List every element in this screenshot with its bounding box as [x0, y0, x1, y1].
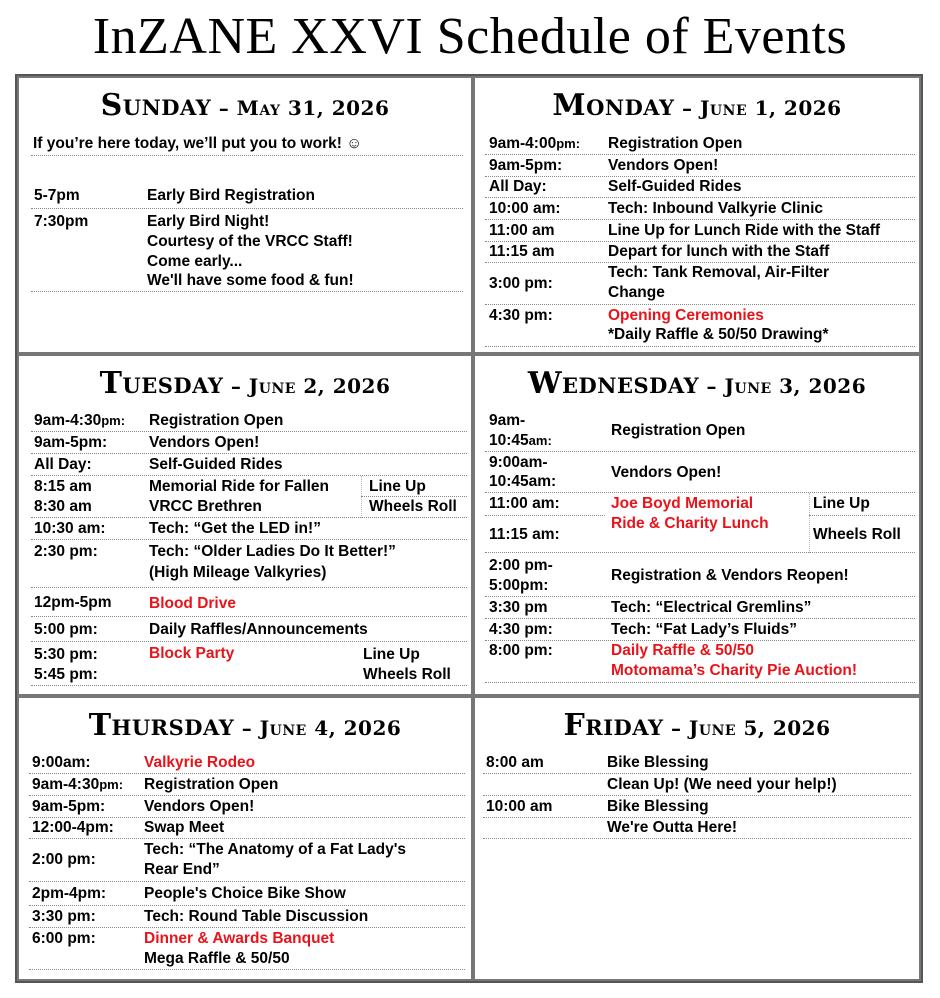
row-event: Swap Meet	[144, 819, 225, 836]
row-event: Tech: “Get the LED in!”	[149, 520, 321, 537]
schedule-row	[485, 453, 915, 493]
schedule-row	[483, 774, 911, 796]
row-event: Memorial Ride for Fallen	[149, 478, 330, 495]
row-time: 11:00 am:	[489, 495, 560, 512]
schedule-row	[485, 263, 915, 305]
schedule-row	[483, 818, 911, 839]
tuesday-heading	[19, 366, 471, 401]
row-event: Change	[608, 284, 665, 301]
row-event: (High Mileage Valkyries)	[149, 564, 327, 581]
row-event: Come early...	[147, 253, 243, 270]
row-event: We're Outta Here!	[607, 819, 738, 836]
wednesday-panel	[473, 354, 921, 696]
row-time: 11:15 am	[489, 243, 555, 260]
row-time: 5:45 pm:	[34, 666, 98, 683]
schedule-row	[485, 242, 915, 263]
row-time: 4:30 pm:	[489, 307, 553, 324]
schedule-row	[31, 644, 467, 686]
row-time: 8:30 am	[34, 498, 92, 515]
thursday-heading	[19, 708, 471, 743]
row-time: 9:00am:	[32, 754, 91, 771]
row-event: Rear End”	[144, 861, 220, 878]
schedule-row	[29, 928, 465, 970]
row-time: 10:45	[489, 432, 529, 449]
row-event: Early Bird Night!	[147, 213, 270, 230]
row-time: 10:30 am:	[34, 520, 106, 537]
row-event: Registration Open	[149, 412, 284, 429]
row-subnote: Wheels Roll	[369, 498, 457, 515]
schedule-row	[485, 305, 915, 347]
row-time: 3:30 pm:	[32, 908, 96, 925]
row-event: Daily Raffles/Announcements	[149, 621, 368, 638]
row-time: 11:00 am	[489, 222, 555, 239]
row-subnote: Wheels Roll	[363, 666, 451, 683]
schedule-row	[31, 518, 467, 540]
day-date: – June 1, 2026	[674, 96, 842, 120]
schedule-row	[29, 906, 465, 928]
day-name: Friday	[563, 708, 664, 743]
row-time-suffix: pm:	[99, 777, 124, 792]
row-event-highlight: Dinner & Awards Banquet	[144, 930, 335, 947]
schedule-row	[31, 410, 467, 432]
schedule-row	[29, 774, 465, 796]
row-time: 8:00 am	[486, 754, 544, 771]
row-time-suffix: am:	[528, 433, 552, 448]
day-date: – June 4, 2026	[234, 716, 402, 740]
row-subnote: Line Up	[813, 495, 870, 512]
row-event: Bike Blessing	[607, 798, 709, 815]
row-event: We'll have some food & fun!	[147, 272, 354, 289]
page-title: InZANE XXVI Schedule of Events	[92, 8, 848, 65]
row-event: Courtesy of the VRCC Staff!	[147, 233, 353, 250]
row-event: Vendors Open!	[611, 464, 722, 481]
schedule-row	[485, 220, 915, 242]
wednesday-heading	[475, 366, 919, 401]
row-event: Registration Open	[611, 422, 746, 439]
row-event: Registration Open	[608, 135, 743, 152]
schedule-row	[485, 133, 915, 155]
row-event: Tech: Tank Removal, Air-Filter	[608, 264, 830, 281]
schedule-row	[31, 184, 463, 209]
schedule-row	[31, 618, 467, 642]
row-event: Tech: Inbound Valkyrie Clinic	[608, 200, 824, 217]
schedule-row	[485, 493, 915, 553]
day-name: Monday	[552, 88, 675, 123]
row-time: 9am-4:30	[34, 412, 102, 429]
day-name: Tuesday	[99, 366, 224, 401]
row-subnote: Line Up	[369, 478, 426, 495]
row-event-highlight: Block Party	[149, 645, 235, 662]
row-event: Self-Guided Rides	[608, 178, 742, 195]
row-time: 6:00 pm:	[32, 930, 96, 947]
row-time: 10:00 am:	[489, 200, 561, 217]
schedule-row	[485, 410, 915, 452]
row-event-highlight: Opening Ceremonies	[608, 307, 764, 324]
row-time: 3:00 pm:	[489, 275, 553, 292]
schedule-row	[485, 597, 915, 619]
row-time: 9:00am-	[489, 454, 548, 471]
schedule-row	[29, 839, 465, 882]
schedule-row	[485, 619, 915, 641]
day-date: – May 31, 2026	[211, 96, 390, 120]
schedule-row	[485, 555, 915, 597]
row-event: Tech: Round Table Discussion	[144, 908, 369, 925]
schedule-row	[31, 210, 463, 292]
monday-panel	[473, 76, 921, 354]
row-event: Tech: “The Anatomy of a Fat Lady's	[144, 841, 407, 858]
schedule-row	[485, 198, 915, 220]
row-event-highlight: Valkyrie Rodeo	[144, 754, 256, 771]
schedule-row	[31, 476, 467, 518]
schedule-row	[485, 177, 915, 198]
row-time: All Day:	[489, 178, 547, 195]
row-time: 4:30 pm:	[489, 621, 553, 638]
schedule-row	[31, 592, 467, 617]
row-event: Depart for lunch with the Staff	[608, 243, 830, 260]
row-time: 5-7pm	[34, 187, 80, 204]
intro-text: If you’re here today, we’ll put you to work! ☺	[33, 135, 363, 152]
row-time: 9am-4:00	[489, 135, 557, 152]
row-event: Tech: “Electrical Gremlins”	[611, 599, 812, 616]
row-event: Vendors Open!	[608, 157, 719, 174]
row-time: 3:30 pm	[489, 599, 548, 616]
schedule-row	[29, 796, 465, 818]
thursday-panel	[17, 696, 473, 981]
day-date: – June 5, 2026	[663, 716, 831, 740]
row-event-highlight: Joe Boyd Memorial	[611, 495, 754, 512]
schedule-row	[31, 540, 467, 588]
row-event-highlight: Ride & Charity Lunch	[611, 515, 769, 532]
sunday-intro	[31, 132, 463, 156]
row-event: *Daily Raffle & 50/50 Drawing*	[608, 326, 829, 343]
row-subnote: Line Up	[363, 646, 420, 663]
row-time: 2:00 pm:	[32, 851, 96, 868]
friday-heading	[475, 708, 919, 743]
row-event: Mega Raffle & 50/50	[144, 950, 290, 967]
row-time: 5:00pm:	[489, 577, 549, 594]
schedule-row	[29, 818, 465, 839]
row-event-highlight: Daily Raffle & 50/50	[611, 642, 755, 659]
row-event: Tech: “Fat Lady’s Fluids”	[611, 621, 798, 638]
day-date: – June 3, 2026	[699, 374, 867, 398]
schedule-row	[483, 752, 911, 774]
row-time: 7:30pm	[34, 213, 89, 230]
row-time: 9am-5pm:	[32, 798, 106, 815]
row-time: 11:15 am:	[489, 526, 560, 543]
row-time: 12pm-5pm	[34, 594, 112, 611]
row-subnote: Wheels Roll	[813, 526, 901, 543]
schedule-row	[485, 641, 915, 683]
sunday-heading	[19, 88, 471, 123]
friday-panel	[473, 696, 921, 981]
row-event: Self-Guided Rides	[149, 456, 283, 473]
row-event: Clean Up! (We need your help!)	[607, 776, 837, 793]
row-event: Early Bird Registration	[147, 187, 315, 204]
row-time: 5:00 pm:	[34, 621, 98, 638]
schedule-row	[29, 882, 465, 906]
day-name: Wednesday	[527, 366, 700, 401]
row-time: 9am-5pm:	[34, 434, 108, 451]
schedule-row	[31, 454, 467, 476]
row-time: 9am-4:30	[32, 776, 100, 793]
row-event: Vendors Open!	[144, 798, 255, 815]
row-event: Registration Open	[144, 776, 279, 793]
row-time: 10:45am:	[489, 473, 557, 490]
schedule-row	[31, 432, 467, 454]
row-time: 9am-	[489, 412, 526, 429]
row-event: Tech: “Older Ladies Do It Better!”	[149, 543, 396, 560]
row-time: 8:15 am	[34, 478, 92, 495]
row-event: VRCC Brethren	[149, 498, 262, 515]
row-time: 10:00 am	[486, 798, 553, 815]
row-event-highlight: Motomama’s Charity Pie Auction!	[611, 662, 858, 679]
schedule-row	[29, 752, 465, 774]
row-event: People's Choice Bike Show	[144, 885, 346, 902]
row-time: 2:30 pm:	[34, 543, 98, 560]
tuesday-panel	[17, 354, 473, 696]
schedule-row	[483, 796, 911, 818]
row-time: 12:00-4pm:	[32, 819, 114, 836]
row-time: 2:00 pm-	[489, 557, 553, 574]
day-name: Sunday	[100, 88, 212, 123]
schedule-row	[485, 155, 915, 177]
row-event: Vendors Open!	[149, 434, 260, 451]
monday-heading	[475, 88, 919, 123]
day-date: – June 2, 2026	[223, 374, 391, 398]
sunday-panel	[17, 76, 473, 354]
row-event: Bike Blessing	[607, 754, 709, 771]
row-time: 5:30 pm:	[34, 646, 98, 663]
row-time: 9am-5pm:	[489, 157, 563, 174]
day-name: Thursday	[88, 708, 235, 743]
row-event: Line Up for Lunch Ride with the Staff	[608, 222, 881, 239]
row-time: 8:00 pm:	[489, 642, 553, 659]
row-time-suffix: pm:	[101, 413, 126, 428]
row-event: Registration & Vendors Reopen!	[611, 567, 849, 584]
row-time-suffix: pm:	[556, 136, 581, 151]
row-time: 2pm-4pm:	[32, 885, 107, 902]
row-time: All Day:	[34, 456, 92, 473]
row-event-highlight: Blood Drive	[149, 595, 236, 612]
